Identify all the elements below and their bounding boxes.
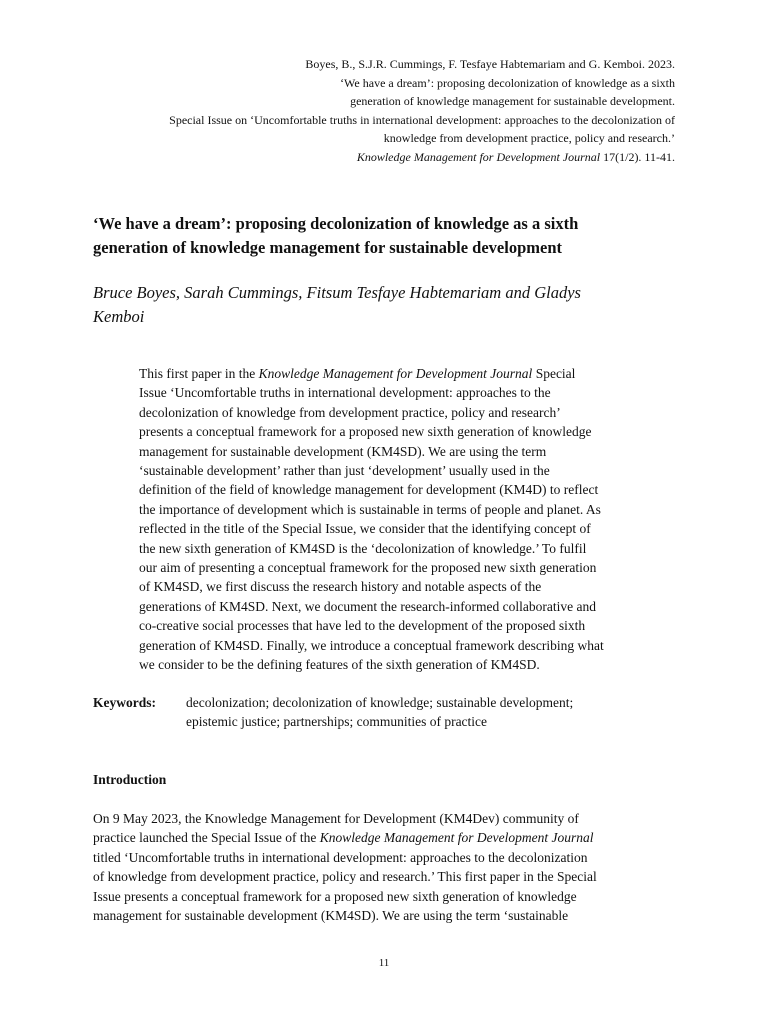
abstract-line: reflected in the title of the Special Issue, we consider that the identifying concept of (139, 521, 591, 537)
author-line: Kemboi (93, 307, 145, 326)
abstract-line: decolonization of knowledge from development practice, policy and research’ (139, 404, 561, 420)
introduction-line: On 9 May 2023, the Knowledge Management for Development (KM4Dev) community of (93, 811, 579, 826)
abstract-line: of KM4SD, we first discuss the research history and notable aspects of the (139, 579, 542, 595)
keywords-line: decolonization; decolonization of knowledge; sustainable development; (186, 695, 574, 710)
author-line: Bruce Boyes, Sarah Cummings, Fitsum Tesfaye Habtemariam and Gladys (93, 283, 581, 302)
abstract-line: Issue ‘Uncomfortable truths in international development: approaches to the (139, 385, 551, 401)
introduction-line: of knowledge from development practice, policy and research.’ This first paper in the Special (93, 869, 597, 885)
abstract-line: generations of KM4SD. Next, we document the research-informed collaborative and (139, 598, 596, 614)
abstract (139, 364, 699, 675)
abstract-line (139, 364, 699, 383)
introduction-paragraph (93, 809, 693, 925)
abstract-line: management for sustainable development (KM4SD). We are using the term (139, 443, 547, 459)
abstract-text: Special (532, 366, 576, 381)
introduction-text: practice launched the Special Issue of the (93, 830, 320, 846)
page-number: 11 (378, 957, 390, 969)
citation-journal-line (75, 148, 675, 167)
introduction-line: Issue presents a conceptual framework for a proposed new sixth generation of knowledge (93, 888, 577, 904)
introduction-journal-name: Knowledge Management for Development Journal (319, 830, 594, 846)
keywords-label: Keywords: (93, 695, 156, 710)
citation-journal-name: Knowledge Management for Development Journal (356, 149, 601, 164)
citation-line: ‘We have a dream’: proposing decolonization of knowledge as a sixth (340, 75, 675, 90)
section-heading-introduction: Introduction (93, 772, 167, 787)
keywords-line: epistemic justice; partnerships; communities of practice (186, 714, 488, 730)
introduction-line: titled ‘Uncomfortable truths in international development: approaches to the decolonization (93, 849, 588, 865)
abstract-line: the importance of development which is sustainable in terms of people and planet. As (139, 501, 601, 517)
abstract-journal-name: Knowledge Management for Development Journal (258, 366, 533, 381)
citation-line: Special Issue on ‘Uncomfortable truths in international development: approaches to the decolonization of (169, 112, 675, 127)
abstract-line: generation of KM4SD. Finally, we introduce a conceptual framework describing what (139, 637, 604, 653)
introduction-line: management for sustainable development (KM4SD). We are using the term ‘sustainable (93, 908, 569, 924)
title-line: generation of knowledge management for sustainable development (93, 238, 563, 257)
abstract-line: co-creative social processes that have led to the development of the proposed sixth (139, 618, 586, 634)
citation-volume-pages: 17(1/2). 11-41. (600, 149, 675, 164)
citation-line: knowledge from development practice, policy and research.’ (383, 131, 675, 145)
abstract-text: This first paper in the (139, 366, 259, 381)
keywords-list (186, 693, 686, 732)
paper-title (93, 212, 693, 260)
abstract-line: our aim of presenting a conceptual framework for the proposed new sixth generation (139, 560, 597, 576)
citation-header (75, 55, 675, 166)
introduction-line (93, 828, 693, 847)
abstract-line: presents a conceptual framework for a proposed new sixth generation of knowledge (139, 424, 592, 440)
abstract-line: ‘sustainable development’ rather than just ‘development’ usually used in the (139, 463, 550, 479)
abstract-line: the new sixth generation of KM4SD is the ‘decolonization of knowledge.’ To fulfil (139, 540, 587, 556)
citation-line: Boyes, B., S.J.R. Cummings, F. Tesfaye Habtemariam and G. Kemboi. 2023. (305, 57, 675, 71)
abstract-line: we consider to be the defining features of the sixth generation of KM4SD. (139, 657, 540, 673)
title-line: ‘We have a dream’: proposing decolonization of knowledge as a sixth (93, 214, 579, 233)
abstract-line: definition of the field of knowledge management for development (KM4D) to reflect (139, 482, 599, 498)
author-list (93, 281, 693, 329)
citation-line: generation of knowledge management for sustainable development. (350, 94, 675, 108)
